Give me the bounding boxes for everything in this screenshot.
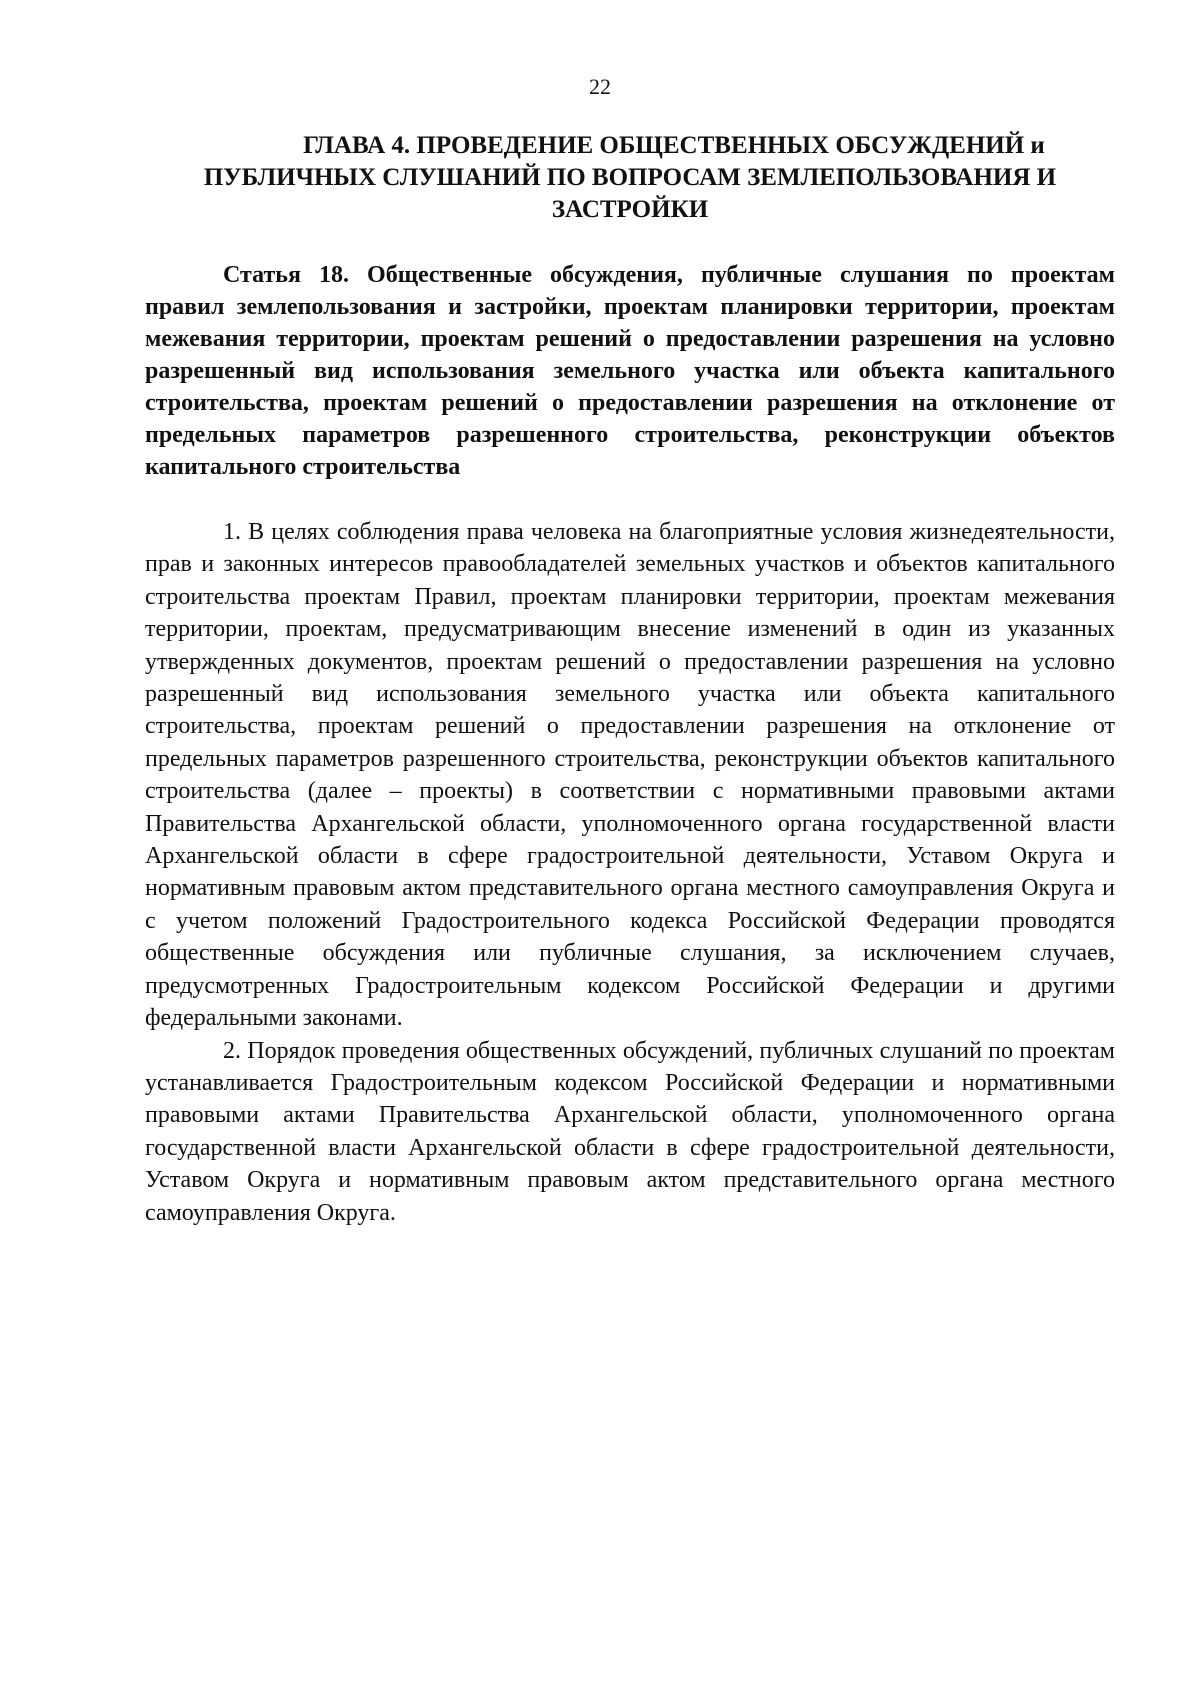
chapter-title-line-1: ГЛАВА 4. ПРОВЕДЕНИЕ ОБЩЕСТВЕННЫХ ОБСУЖДЕНИЙ и [303, 132, 1045, 159]
chapter-title [145, 130, 1115, 226]
article-title: Статья 18. Общественные обсуждения, публичные слушания по проектам правил землепользования и застройки, проектам планировки территории, проектам межевания территории, проектам решений о предоставлении разрешения на условно разрешенный вид использования земельного участка или объекта капитального строительства, проектам решений о предоставлении разрешения на отклонение от предельных параметров разрешенного строительства, реконструкции объектов капитального строительства [145, 262, 1115, 480]
page-content [145, 130, 1115, 1229]
chapter-title-line-2: ПУБЛИЧНЫХ СЛУШАНИЙ ПО ВОПРОСАМ ЗЕМЛЕПОЛЬЗОВАНИЯ И [203, 164, 1057, 191]
paragraph-1: 1. В целях соблюдения права человека на благоприятные условия жизнедеятельности, прав и законных интересов правообладателей земельных участков и объектов капитального строительства проектам Правил, проектам планировки территории, проектам межевания территории, проектам, предусматривающим внесение изменений в один из указанных утвержденных документов, проектам решений о предоставлении разрешения на условно разрешенный вид использования земельного участка или объекта капитального строительства, проектам решений о предоставлении разрешения на отклонение от предельных параметров разрешенного строительства, реконструкции объектов капитального строительства (далее – проекты) в соответствии с нормативными правовыми актами Правительства Архангельской области, уполномоченного органа государственной власти Архангельской области в сфере градостроительной деятельности, Уставом Округа и нормативным правовым актом представительного органа местного самоуправления Округа и с учетом положений Градостроительного кодекса Российской Федерации проводятся общественные обсуждения или публичные слушания, за исключением случаев, предусмотренных Градостроительным кодексом Российской Федерации и другими федеральными законами. [145, 519, 1115, 1032]
paragraph-2: 2. Порядок проведения общественных обсуждений, публичных слушаний по проектам устанавливается Градостроительным кодексом Российской Федерации и нормативными правовыми актами Правительства Архангельской области, уполномоченного органа государственной власти Архангельской области в сфере градостроительной деятельности, Уставом Округа и нормативным правовым актом представительного органа местного самоуправления Округа. [145, 1037, 1115, 1226]
page-number: 22 [589, 74, 611, 99]
chapter-title-line-3: ЗАСТРОЙКИ [551, 196, 709, 223]
